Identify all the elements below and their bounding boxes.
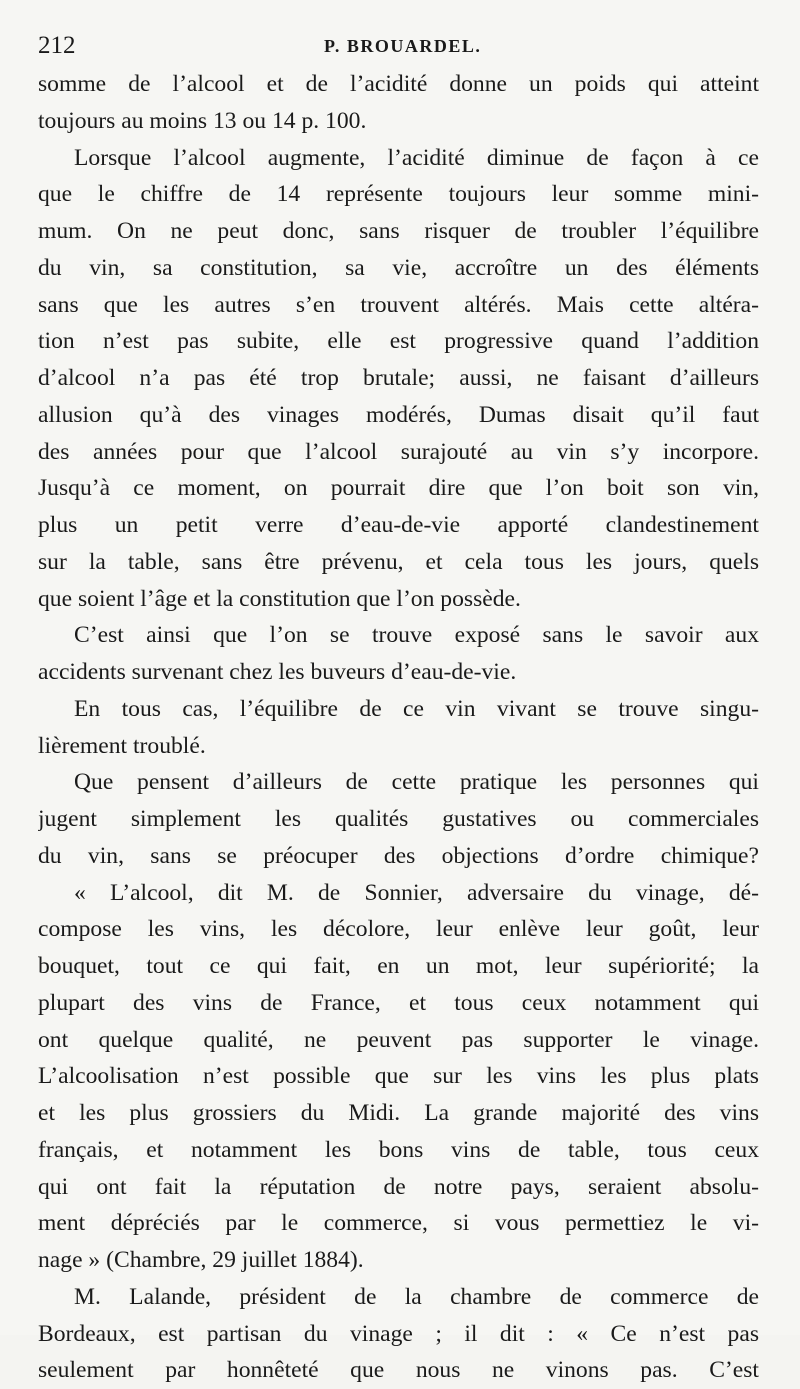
text-line: nage » (Chambre, 29 juillet 1884).	[38, 1247, 364, 1273]
text-line: Bordeaux, est partisan du vinage ; il dit : « Ce n’est pas	[38, 1320, 759, 1347]
text-line: mum. On ne peut donc, sans risquer de troubler l’équilibre	[38, 218, 759, 244]
text-line: plus un petit verre d’eau-de-vie apporté clandestinement	[38, 512, 759, 538]
text-line: En tous cas, l’équilibre de ce vin vivant se trouve singu-	[74, 695, 759, 722]
running-head: P. BROUARDEL.	[324, 36, 482, 56]
text-line: d’alcool n’a pas été trop brutale; aussi, ne faisant d’ailleurs	[38, 365, 759, 391]
page-number: 212	[38, 32, 76, 59]
text-line: compose les vins, les décolore, leur enlève leur goût, leur	[38, 916, 759, 943]
text-line: sur la table, sans être prévenu, et cela tous les jours, quels	[38, 548, 759, 575]
text-line: Jusqu’à ce moment, on pourrait dire que l’on boit son vin,	[38, 475, 759, 502]
text-line: accidents survenant chez les buveurs d’eau-de-vie.	[38, 659, 517, 685]
text-line: M. Lalande, président de la chambre de commerce de	[74, 1283, 759, 1310]
text-line: allusion qu’à des vinages modérés, Dumas disait qu’il faut	[38, 401, 759, 428]
body-text	[38, 66, 759, 1389]
text-line: qui ont fait la réputation de notre pays, seraient absolu-	[38, 1173, 759, 1200]
text-line: des années pour que l’alcool surajouté au vin s’y incorpore.	[38, 438, 759, 465]
text-line: bouquet, tout ce qui fait, en un mot, leur supériorité; la	[38, 953, 759, 979]
text-line: C’est ainsi que l’on se trouve exposé sans le savoir aux	[74, 622, 759, 649]
text-line: jugent simplement les qualités gustatives ou commerciales	[38, 806, 759, 832]
text-line: sans que les autres s’en trouvent altérés. Mais cette altéra-	[38, 291, 759, 318]
text-line: tion n’est pas subite, elle est progressive quand l’addition	[38, 328, 759, 355]
text-line: Que pensent d’ailleurs de cette pratique les personnes qui	[74, 769, 759, 796]
text-line: « L’alcool, dit M. de Sonnier, adversaire du vinage, dé-	[74, 879, 759, 906]
text-line: que le chiffre de 14 représente toujours leur somme mini-	[38, 181, 759, 208]
page-header	[38, 28, 760, 64]
text-line: du vin, sans se préocuper des objections d’ordre chimique?	[38, 842, 759, 869]
text-line: ont quelque qualité, ne peuvent pas supporter le vinage.	[38, 1026, 759, 1053]
text-line: somme de l’alcool et de l’acidité donne un poids qui atteint	[38, 71, 759, 97]
text-line: seulement par honnêteté que nous ne vinons pas. C’est	[38, 1357, 759, 1384]
text-line: ment dépréciés par le commerce, si vous permettiez le vi-	[38, 1210, 759, 1237]
text-line: et les plus grossiers du Midi. La grande majorité des vins	[38, 1100, 759, 1126]
text-line: plupart des vins de France, et tous ceux notamment qui	[38, 989, 759, 1016]
text-line: toujours au moins 13 ou 14 p. 100.	[38, 107, 367, 134]
text-line: L’alcoolisation n’est possible que sur les vins les plus plats	[38, 1063, 759, 1090]
text-line: Lorsque l’alcool augmente, l’acidité diminue de façon à ce	[74, 144, 759, 171]
text-line: français, et notamment les bons vins de table, tous ceux	[38, 1136, 759, 1163]
text-line: que soient l’âge et la constitution que l’on possède.	[38, 585, 521, 612]
text-line: lièrement troublé.	[38, 732, 206, 759]
text-line: du vin, sa constitution, sa vie, accroître un des éléments	[38, 254, 759, 281]
